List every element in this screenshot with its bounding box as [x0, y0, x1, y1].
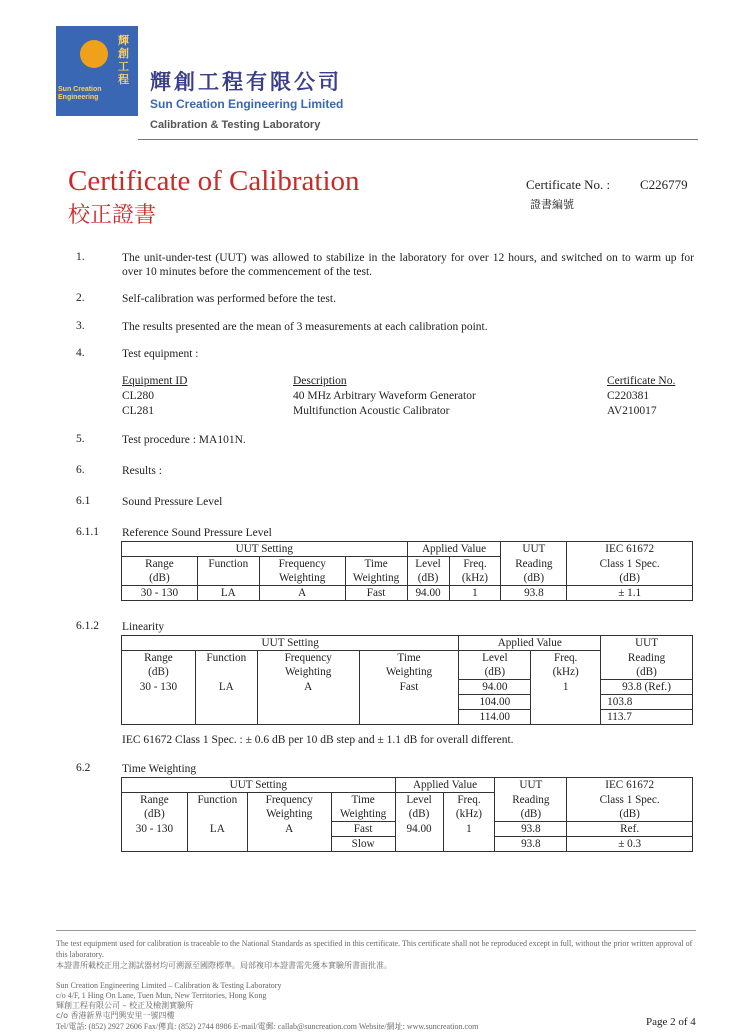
item-number: 1.: [76, 251, 85, 263]
equipment-id-header: Equipment ID: [122, 375, 188, 387]
traceability-note-chinese: 本證書所載校正用之測試器材均可溯源至國際標準。局部複印本證書需先獲本實驗所書面批准。: [56, 961, 392, 970]
cell: ± 1.1: [567, 586, 693, 601]
item-number: 6.1.2: [76, 620, 99, 632]
cell: 1: [449, 586, 501, 601]
column-header: Weighting: [285, 666, 332, 678]
group-header: UUT Setting: [122, 542, 408, 557]
column-header: Time: [351, 794, 375, 806]
item-text: Sound Pressure Level: [122, 496, 223, 508]
cell: Fast: [359, 680, 459, 725]
cell: A: [257, 680, 359, 725]
address-line: Sun Creation Engineering Limited – Calibration & Testing Laboratory: [56, 981, 282, 990]
group-header: UUT Setting: [122, 778, 396, 793]
item-number: 6.: [76, 464, 85, 476]
cell: 30 - 130: [122, 586, 198, 601]
group-header: Applied Value: [459, 636, 601, 651]
column-header: Time: [397, 652, 421, 664]
column-header: Level: [406, 794, 432, 806]
certificate-no-header: Certificate No.: [607, 375, 676, 387]
column-header: IEC 61672: [567, 778, 693, 793]
cell: 30 - 130: [122, 680, 196, 725]
column-unit: (dB): [619, 571, 640, 584]
column-header: Range: [140, 794, 169, 806]
item-text: Results :: [122, 465, 162, 477]
cell: ± 0.3: [567, 837, 693, 852]
equipment-id: CL281: [122, 405, 154, 417]
item-number: 4.: [76, 347, 85, 359]
column-unit: (dB): [408, 808, 430, 820]
footer-divider: [56, 930, 696, 931]
cell: 93.8: [495, 822, 567, 837]
cell: 94.00: [395, 822, 443, 852]
item-number: 3.: [76, 320, 85, 332]
cell: Slow: [331, 837, 395, 852]
column-header: Class 1 Spec.: [599, 793, 660, 806]
column-unit: (dB): [484, 666, 506, 678]
cell: 103.8: [601, 695, 693, 710]
address-line-chinese: c/o 香港新界屯門興安里一號四樓: [56, 1011, 175, 1020]
certificate-number: C226779: [640, 177, 688, 192]
cell: 114.00: [459, 710, 531, 725]
item-text: The unit-under-test (UUT) was allowed to stabilize in the laboratory for over 12 hours, and switched on to warm up for over 10 minutes before the commencement of the test.: [122, 252, 694, 278]
column-unit: (kHz): [455, 808, 483, 820]
traceability-note: The test equipment used for calibration is traceable to the National Standards as specified in this certificate. This certificate shall not be reproduced except in full, without the prior written approval of this laboratory.: [56, 939, 693, 959]
column-header: Level: [482, 652, 508, 664]
item-text: Reference Sound Pressure Level: [122, 527, 272, 539]
cell: A: [247, 822, 331, 852]
cell: Fast: [345, 586, 407, 601]
column-header: Reading: [627, 651, 666, 664]
sun-logo-icon: [80, 40, 108, 68]
column-header: Weighting: [339, 808, 387, 820]
certificate-title: Certificate of Calibration: [68, 165, 360, 197]
item-text: Test equipment :: [122, 348, 199, 360]
column-header: UUT: [601, 636, 693, 651]
item-number: 6.1: [76, 495, 91, 507]
cell: 1: [443, 822, 495, 852]
equipment-id: CL280: [122, 390, 154, 402]
item-text: Time Weighting: [122, 763, 197, 775]
cell: Fast: [331, 822, 395, 837]
cell: LA: [187, 822, 247, 852]
column-header: Range: [145, 558, 174, 570]
column-header: Freq.: [457, 794, 481, 806]
column-unit: (kHz): [552, 666, 579, 678]
column-header: Weighting: [266, 808, 313, 820]
cell: A: [259, 586, 345, 601]
logo-text: Sun Creation Engineering: [58, 86, 102, 101]
time-weighting-table: [121, 777, 693, 852]
column-header: Weighting: [279, 572, 326, 584]
column-header: Frequency: [278, 558, 326, 570]
certificate-title-chinese: 校正證書: [68, 203, 157, 228]
column-header: UUT: [501, 542, 567, 557]
column-header: Class 1 Spec.: [599, 557, 660, 570]
item-text: Test procedure : MA101N.: [122, 434, 246, 446]
linearity-spec-note: IEC 61672 Class 1 Spec. : ± 0.6 dB per 10 dB step and ± 1.1 dB for overall different.: [122, 734, 514, 746]
column-unit: (dB): [148, 666, 169, 678]
cell: 93.8: [495, 837, 567, 852]
column-header: Freq.: [554, 652, 578, 664]
table-row: [122, 586, 693, 601]
group-header: UUT Setting: [122, 636, 459, 651]
equipment-description: 40 MHz Arbitrary Waveform Generator: [293, 390, 476, 402]
column-unit: (dB): [636, 665, 657, 678]
certificate-number-label-chinese: 證書編號: [530, 198, 574, 211]
address-line-chinese: 輝創工程有限公司 – 校正及檢測實驗所: [56, 1001, 194, 1010]
item-text: The results presented are the mean of 3 measurements at each calibration point.: [122, 321, 488, 333]
column-unit: (dB): [523, 571, 545, 584]
cell: Ref.: [567, 822, 693, 837]
item-number: 6.1.1: [76, 526, 99, 538]
column-header: Function: [208, 558, 249, 570]
column-header: Time: [364, 558, 388, 570]
cell: 113.7: [601, 710, 693, 725]
contact-line: Tel/電話: (852) 2927 2606 Fax/傳真: (852) 2744 8986 E-mail/電郵: callab@suncreation.com Website/網址: www.suncreation.com: [56, 1022, 479, 1031]
page-number: Page 2 of 4: [646, 1016, 696, 1028]
column-unit: (dB): [144, 808, 165, 820]
company-name: Sun Creation Engineering Limited: [150, 97, 344, 111]
cell: 1: [531, 680, 601, 725]
column-header: Reading: [515, 557, 553, 570]
item-number: 5.: [76, 433, 85, 445]
cell: 30 - 130: [122, 822, 188, 852]
group-header: Applied Value: [395, 778, 495, 793]
column-unit: (dB): [149, 572, 170, 584]
table-row: [122, 680, 693, 695]
item-text: Self-calibration was performed before the test.: [122, 293, 336, 305]
cell: 93.8 (Ref.): [601, 680, 693, 695]
table-row: [122, 822, 693, 837]
column-unit: (dB): [619, 807, 640, 820]
equipment-certificate: C220381: [607, 390, 650, 402]
cell: LA: [195, 680, 257, 725]
header-divider: [138, 139, 698, 140]
column-header: Weighting: [385, 666, 433, 678]
column-header: Reading: [512, 793, 550, 806]
cell: LA: [197, 586, 259, 601]
linearity-table: [121, 635, 693, 725]
cell: 94.00: [407, 586, 449, 601]
cell: 104.00: [459, 695, 531, 710]
certificate-number-label: Certificate No. :: [526, 177, 611, 192]
column-header: Level: [415, 558, 441, 570]
column-header: IEC 61672: [567, 542, 693, 557]
column-header: Freq.: [463, 558, 487, 570]
company-name-chinese: 輝創工程有限公司: [150, 70, 342, 94]
description-header: Description: [293, 375, 347, 387]
logo-chinese: 輝創工程: [118, 34, 129, 86]
group-header: Applied Value: [407, 542, 501, 557]
cell: 93.8: [501, 586, 567, 601]
item-number: 6.2: [76, 762, 91, 774]
column-unit: (dB): [520, 807, 542, 820]
column-header: Function: [197, 794, 238, 806]
lab-name: Calibration & Testing Laboratory: [150, 119, 321, 131]
column-header: Weighting: [352, 572, 400, 584]
column-header: UUT: [495, 778, 567, 793]
column-header: Range: [144, 652, 173, 664]
column-header: Frequency: [265, 794, 313, 806]
equipment-description: Multifunction Acoustic Calibrator: [293, 405, 450, 417]
equipment-certificate: AV210017: [607, 405, 657, 417]
reference-spl-table: [121, 541, 693, 601]
cell: 94.00: [459, 680, 531, 695]
column-unit: (kHz): [461, 572, 489, 584]
column-header: Frequency: [284, 652, 332, 664]
column-unit: (dB): [417, 572, 439, 584]
item-text: Linearity: [122, 621, 165, 633]
item-number: 2.: [76, 292, 85, 304]
column-header: Function: [206, 652, 247, 664]
address-line: c/o 4/F, 1 Hing On Lane, Tuen Mun, New Territories, Hong Kong: [56, 991, 267, 1000]
